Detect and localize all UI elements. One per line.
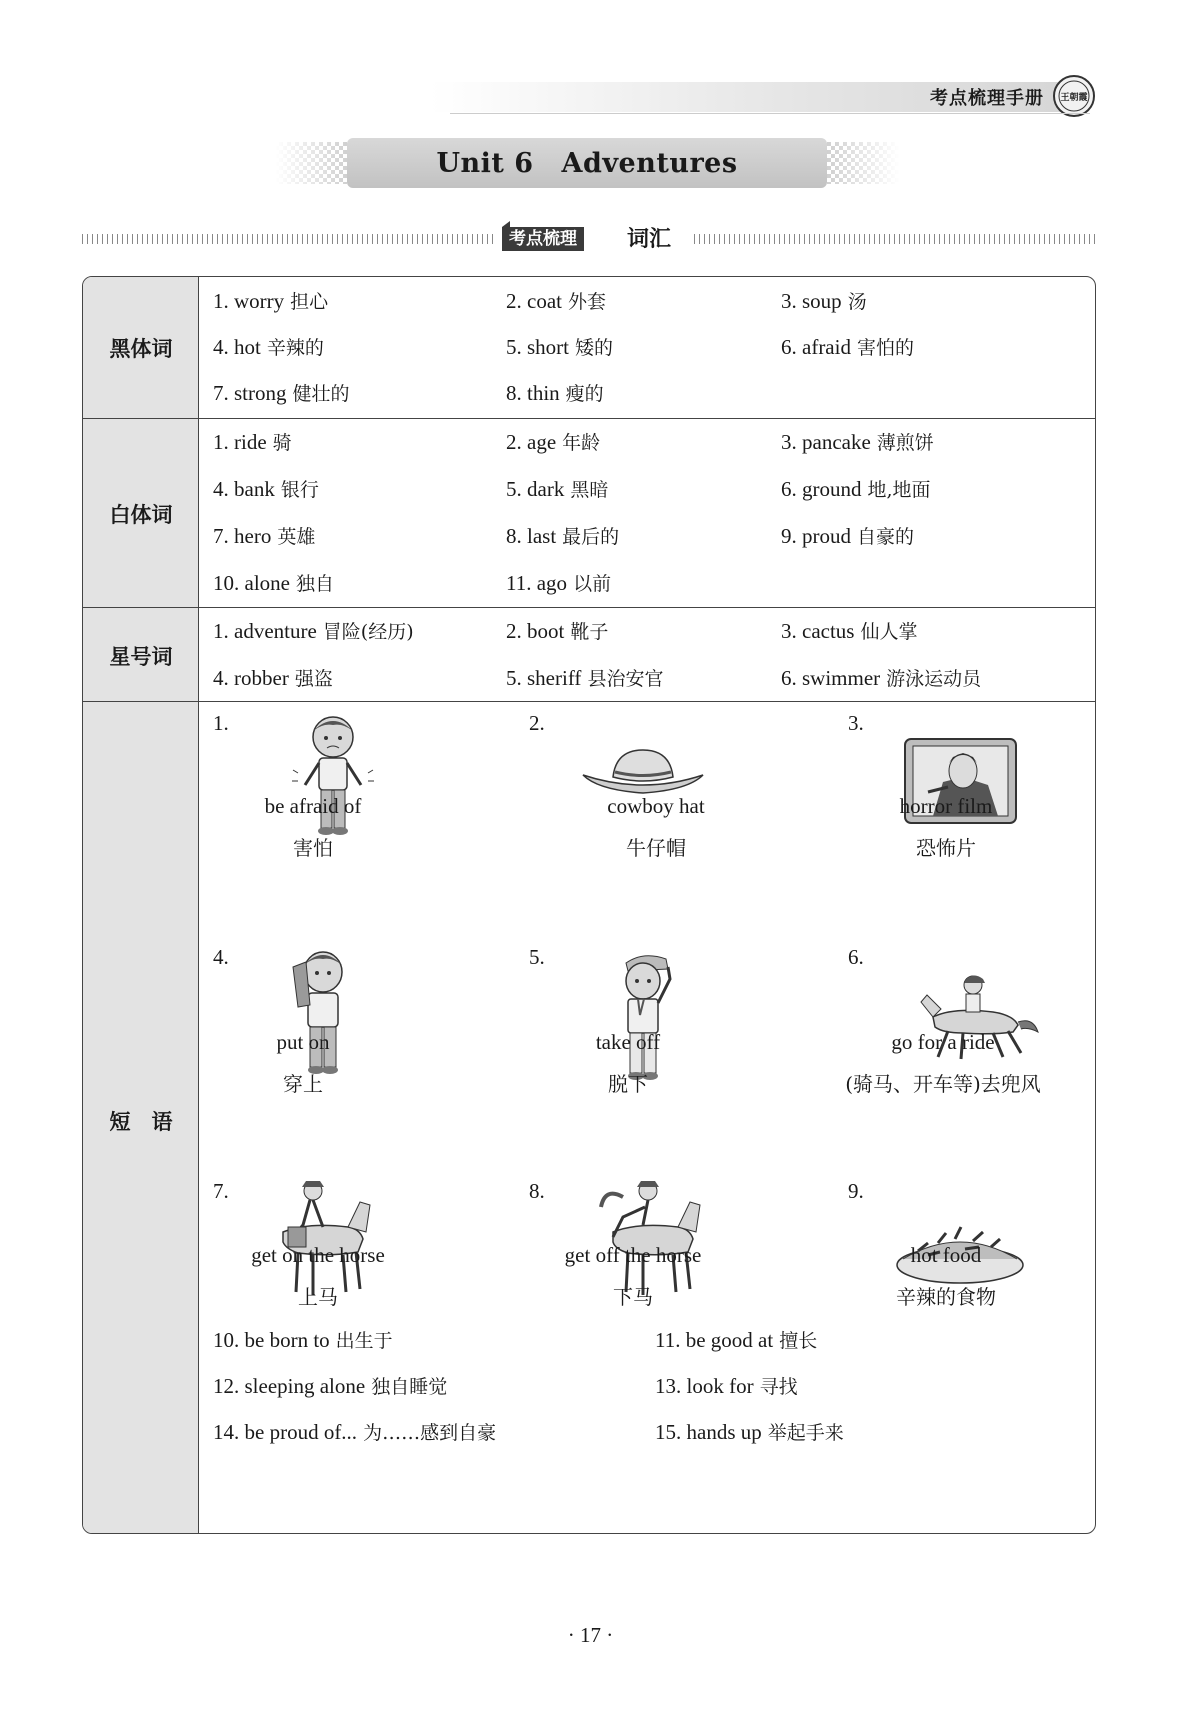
vocab-item: 3. cactus 仙人掌 — [781, 619, 918, 643]
section-tag: 考点梳理 — [502, 227, 584, 251]
vocab-item: 3. pancake 薄煎饼 — [781, 430, 934, 454]
brand-seal-icon — [1052, 74, 1096, 118]
header-title: 考点梳理手册 — [930, 88, 1044, 109]
vocab-item: 10. alone 独自 — [213, 571, 334, 595]
row-divider — [83, 701, 1095, 702]
label-column — [83, 277, 199, 1533]
scared-boy-illustration — [283, 713, 383, 843]
phrase-en: take off — [595, 1030, 661, 1054]
phrase-en: put on — [276, 1030, 330, 1054]
phrase-number: 7. — [213, 1179, 229, 1203]
row-label-plain-words: 白体词 — [109, 503, 173, 527]
phrase-number: 5. — [529, 945, 545, 969]
unit-title — [436, 148, 737, 179]
phrase-item: 14. be proud of... 为……感到自豪 — [213, 1420, 497, 1444]
phrase-zh: 下马 — [613, 1285, 653, 1309]
title-pill — [347, 138, 827, 188]
divider-dots-left — [82, 234, 497, 244]
phrase-item: 10. be born to 出生于 — [213, 1328, 393, 1352]
vocab-item: 5. sheriff 县治安官 — [506, 666, 664, 690]
row-label-phrases: 短 语 — [109, 1110, 173, 1134]
divider-dots-right — [694, 234, 1097, 244]
row-divider — [83, 607, 1095, 608]
vocab-item: 3. soup 汤 — [781, 289, 867, 313]
vocab-item: 6. afraid 害怕的 — [781, 335, 914, 359]
phrase-en: be afraid of — [264, 794, 362, 818]
row-label-starred-words: 星号词 — [109, 645, 173, 669]
phrase-number: 9. — [848, 1179, 864, 1203]
section-title: 词汇 — [627, 227, 672, 252]
phrase-number: 3. — [848, 711, 864, 735]
row-label-bold-words: 黑体词 — [109, 337, 173, 361]
boy-putting-on-coat-illustration — [268, 947, 368, 1082]
phrase-number: 8. — [529, 1179, 545, 1203]
phrase-zh: 穿上 — [283, 1072, 323, 1096]
vocab-item: 1. ride 骑 — [213, 430, 292, 454]
checker-decoration-right — [815, 142, 900, 184]
vocab-item: 11. ago 以前 — [506, 571, 612, 595]
phrase-zh: 恐怖片 — [916, 836, 976, 860]
phrase-item: 13. look for 寻找 — [655, 1374, 798, 1398]
unit-name: Adventures — [561, 147, 738, 179]
vocab-item: 4. hot 辛辣的 — [213, 335, 324, 359]
phrase-en: get off the horse — [564, 1243, 702, 1267]
vocab-item: 1. adventure 冒险(经历) — [213, 619, 414, 643]
phrase-item: 15. hands up 举起手来 — [655, 1420, 844, 1444]
phrase-number: 2. — [529, 711, 545, 735]
svg-text:王朝霞: 王朝霞 — [1060, 93, 1088, 103]
phrase-en: get on the horse — [251, 1243, 385, 1267]
vocab-item: 7. hero 英雄 — [213, 524, 316, 548]
vocab-item: 6. swimmer 游泳运动员 — [781, 666, 982, 690]
header-rule — [450, 113, 1090, 114]
page-number: · 17 · — [567, 1623, 614, 1647]
vocab-item: 6. ground 地,地面 — [781, 477, 931, 501]
phrase-zh: 害怕 — [293, 836, 333, 860]
vocab-item: 8. thin 瘦的 — [506, 381, 604, 405]
boy-taking-off-hat-illustration — [598, 949, 693, 1084]
phrase-item: 11. be good at 擅长 — [655, 1328, 818, 1352]
unit-title-banner — [275, 138, 900, 188]
phrase-en: hot food — [910, 1243, 982, 1267]
row-divider — [83, 418, 1095, 419]
vocab-item: 4. bank 银行 — [213, 477, 319, 501]
phrase-en: horror film — [899, 794, 993, 818]
section-divider — [82, 224, 1097, 256]
vocab-item: 2. age 年龄 — [506, 430, 601, 454]
phrase-zh: 上马 — [298, 1285, 338, 1309]
vocab-item: 5. dark 黑暗 — [506, 477, 609, 501]
vocab-item: 4. robber 强盗 — [213, 666, 333, 690]
vocab-item: 1. worry 担心 — [213, 289, 329, 313]
phrase-zh: 辛辣的食物 — [896, 1285, 996, 1309]
phrase-zh: (骑马、开车等)去兜风 — [845, 1072, 1041, 1096]
phrase-zh: 牛仔帽 — [626, 836, 686, 860]
phrase-zh: 脱下 — [608, 1072, 648, 1096]
phrase-number: 6. — [848, 945, 864, 969]
vocab-item: 2. coat 外套 — [506, 289, 606, 313]
vocab-item: 2. boot 靴子 — [506, 619, 609, 643]
phrase-item: 12. sleeping alone 独自睡觉 — [213, 1374, 448, 1398]
vocab-table — [82, 276, 1096, 1534]
phrase-en: cowboy hat — [607, 794, 705, 818]
vocab-item: 9. proud 自豪的 — [781, 524, 915, 548]
vocab-item: 8. last 最后的 — [506, 524, 620, 548]
phrase-number: 1. — [213, 711, 229, 735]
vocab-item: 7. strong 健壮的 — [213, 381, 350, 405]
phrase-number: 4. — [213, 945, 229, 969]
phrase-en: go for a ride — [891, 1030, 995, 1054]
unit-label: Unit 6 — [436, 147, 534, 179]
vocab-item: 5. short 矮的 — [506, 335, 614, 359]
